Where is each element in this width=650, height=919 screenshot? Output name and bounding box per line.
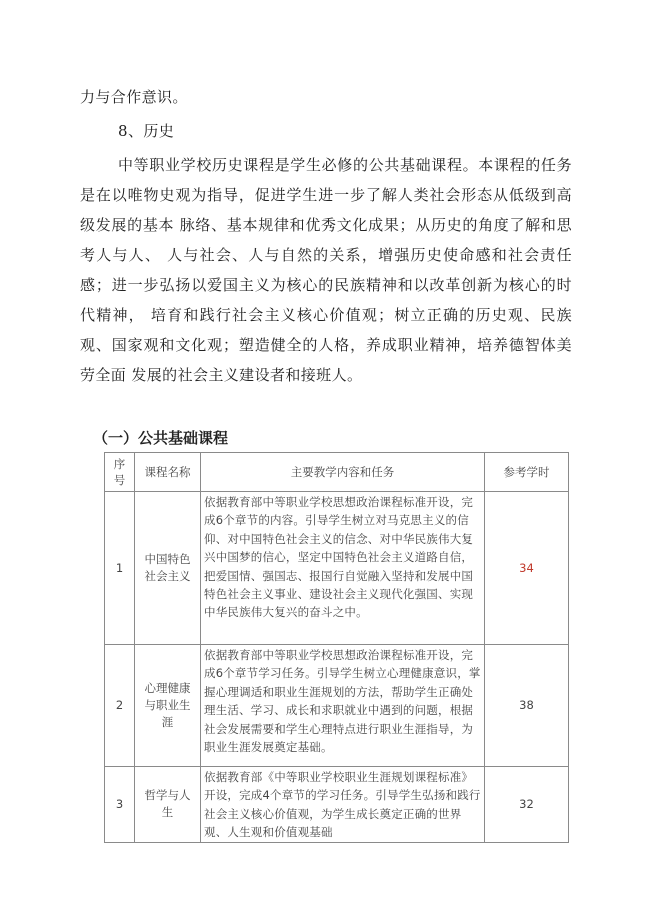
course-table [104, 452, 569, 843]
paragraph-history-description: 中等职业学校历史课程是学生必修的公共基础课程。本课程的任务是在以唯物史观为指导，促进学生进一步了解人类社会形态从低级到高级发展的基本 脉络、基本规律和优秀文化成果；从历史的角度了解和思考人与人、 人与社会、人与自然的关系，增强历史使命感和社会责任感；进一步弘扬以爱国主义为核心的民族精神和以改革创新为核心的时代精神， 培育和践行社会主义核心价值观；树立正确的历史观、民族观、国家观和文化观；塑造健全的人格，养成职业精神，培养德智体美劳全面 发展的社会主义建设者和接班人。 [80, 156, 572, 384]
table-row [105, 492, 569, 645]
row-no: 2 [105, 645, 135, 767]
row-hours: 32 [485, 767, 569, 843]
paragraph-continuation: 力与合作意识。 [80, 88, 188, 106]
row-hours: 38 [485, 645, 569, 767]
row-course-name: 心理健康与职业生涯 [135, 645, 201, 767]
header-hours: 参考学时 [485, 453, 569, 492]
row-no: 1 [105, 492, 135, 645]
row-content: 依据教育部中等职业学校思想政治课程标准开设，完成6个章节学习任务。引导学生树立心理健康意识，掌握心理调适和职业生涯规划的方法，帮助学生正确处理生活、学习、成长和求职就业中遇到的问题，根据社会发展需要和学生心理特点进行职业生涯指导，为职业生涯发展奠定基础。 [201, 645, 485, 767]
header-course-name: 课程名称 [135, 453, 201, 492]
subsection-heading-history: 8、历史 [118, 122, 175, 140]
row-course-name: 哲学与人生 [135, 767, 201, 843]
row-content: 依据教育部中等职业学校思想政治课程标准开设，完成6个章节的内容。引导学生树立对马克思主义的信仰、对中国特色社会主义的信念、对中华民族伟大复兴中国梦的信心，坚定中国特色社会主义道路自信，把爱国情、强国志、报国行自觉融入坚持和发展中国特色社会主义事业、建设社会主义现代化强国、实现中华民族伟大复兴的奋斗之中。 [201, 492, 485, 645]
row-hours: 34 [485, 492, 569, 645]
section-title: （一）公共基础课程 [93, 429, 229, 447]
table-row [105, 645, 569, 767]
table-row [105, 767, 569, 843]
row-no: 3 [105, 767, 135, 843]
row-course-name: 中国特色社会主义 [135, 492, 201, 645]
row-content: 依据教育部《中等职业学校职业生涯规划课程标准》开设，完成4个章节的学习任务。引导学生弘扬和践行社会主义核心价值观，为学生成长奠定正确的世界观、人生观和价值观基础 [201, 767, 485, 843]
header-content: 主要教学内容和任务 [201, 453, 485, 492]
table-header-row [105, 453, 569, 492]
header-no: 序号 [105, 453, 135, 492]
